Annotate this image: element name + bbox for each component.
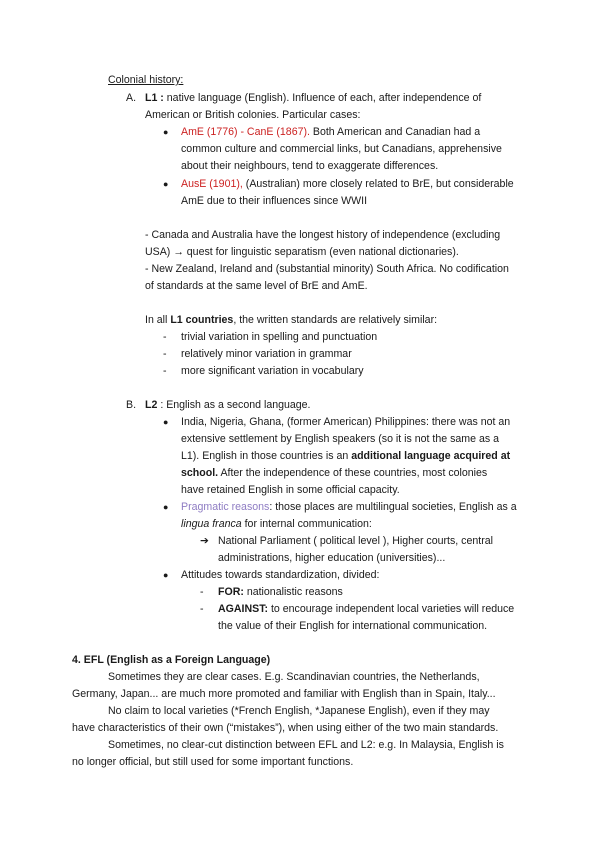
dash-marker: -: [200, 586, 204, 598]
codification-line-1: - New Zealand, Ireland and (substantial minority) South Africa. No codification: [145, 263, 509, 275]
attitudes-line: Attitudes towards standardization, divided:: [181, 569, 380, 581]
national-line-1: National Parliament ( political level ), Higher courts, central: [218, 535, 493, 547]
l2-label: L2: [145, 399, 158, 411]
ause-line-1: AusE (1901), (Australian) more closely related to BrE, but considerable: [181, 178, 514, 190]
pragmatic-reasons-label: Pragmatic reasons: [181, 501, 270, 513]
colonial-history-heading: Colonial history:: [108, 74, 184, 86]
bullet-icon: ●: [163, 127, 169, 137]
pragmatic-line-2: lingua franca for internal communication:: [181, 518, 372, 530]
efl-para3-line-2: no longer official, but still used for some important functions.: [72, 756, 354, 768]
arrow-icon: ➔: [200, 535, 209, 547]
bullet-icon: ●: [163, 179, 169, 189]
efl-heading: 4. EFL (English as a Foreign Language): [72, 654, 271, 666]
section-b-line: L2 : English as a second language.: [145, 399, 311, 411]
bullet-icon: ●: [163, 570, 169, 580]
section-a-line-1: L1 : native language (English). Influence of each, after independence of: [145, 92, 482, 104]
codification-line-2: of standards at the same level of BrE and AmE.: [145, 280, 368, 292]
ause-line-2: AmE due to their influences since WWII: [181, 195, 368, 207]
variation-item: relatively minor variation in grammar: [181, 348, 352, 360]
national-line-2: administrations, higher education (universities)...: [218, 552, 446, 564]
efl-para2-line-1: No claim to local varieties (*French English, *Japanese English), even if they may: [108, 705, 490, 717]
india-line-4: school. After the independence of these countries, most colonies: [181, 467, 488, 479]
independence-line-2: USA) → quest for linguistic separatism (even national dictionaries).: [145, 246, 459, 258]
variation-item: more significant variation in vocabulary: [181, 365, 364, 377]
dash-marker: -: [163, 348, 167, 360]
dash-marker: -: [163, 365, 167, 377]
bullet-icon: ●: [163, 417, 169, 427]
for-line: FOR: nationalistic reasons: [218, 586, 343, 598]
section-a-marker: A.: [126, 92, 137, 104]
section-b-marker: B.: [126, 399, 137, 411]
efl-para1-line-1: Sometimes they are clear cases. E.g. Scandinavian countries, the Netherlands,: [108, 671, 480, 683]
ame-line-2: common culture and commercial links, but Canadians, apprehensive: [181, 143, 502, 155]
india-line-3: L1). English in those countries is an additional language acquired at: [181, 450, 511, 462]
efl-para2-line-2: have characteristics of their own (“mistakes”), when using either of the two main standards.: [72, 722, 499, 734]
india-line-1: India, Nigeria, Ghana, (former American) Philippines: there was not an: [181, 416, 511, 428]
ame-line-1: AmE (1776) - CanE (1867). Both American and Canadian had a: [181, 126, 481, 138]
independence-line-1: - Canada and Australia have the longest history of independence (excluding: [145, 229, 501, 241]
ause-label: AusE (1901),: [181, 178, 243, 190]
efl-para1-line-2: Germany, Japan... are much more promoted and familiar with English than in Spain, Italy...: [72, 688, 496, 700]
india-line-2: extensive settlement by English speakers (so it is not the same as a: [181, 433, 499, 445]
dash-marker: -: [200, 603, 204, 615]
section-a-line-2: American or British colonies. Particular cases:: [145, 109, 361, 121]
ame-cane-label: AmE (1776) - CanE (1867).: [181, 126, 310, 138]
efl-para3-line-1: Sometimes, no clear-cut distinction between EFL and L2: e.g. In Malaysia, English is: [108, 739, 504, 751]
variation-item: trivial variation in spelling and punctuation: [181, 331, 378, 343]
india-line-5: have retained English in some official capacity.: [181, 484, 400, 496]
l1-countries-line: In all L1 countries, the written standards are relatively similar:: [145, 314, 438, 326]
against-line-2: the value of their English for international communication.: [218, 620, 488, 632]
ame-line-3: about their neighbours, tend to exaggerate differences.: [181, 160, 439, 172]
pragmatic-line-1: Pragmatic reasons: those places are multilingual societies, English as a: [181, 501, 517, 513]
dash-marker: -: [163, 331, 167, 343]
l1-label: L1 :: [145, 92, 164, 104]
bullet-icon: ●: [163, 502, 169, 512]
against-line-1: AGAINST: to encourage independent local varieties will reduce: [218, 603, 515, 615]
